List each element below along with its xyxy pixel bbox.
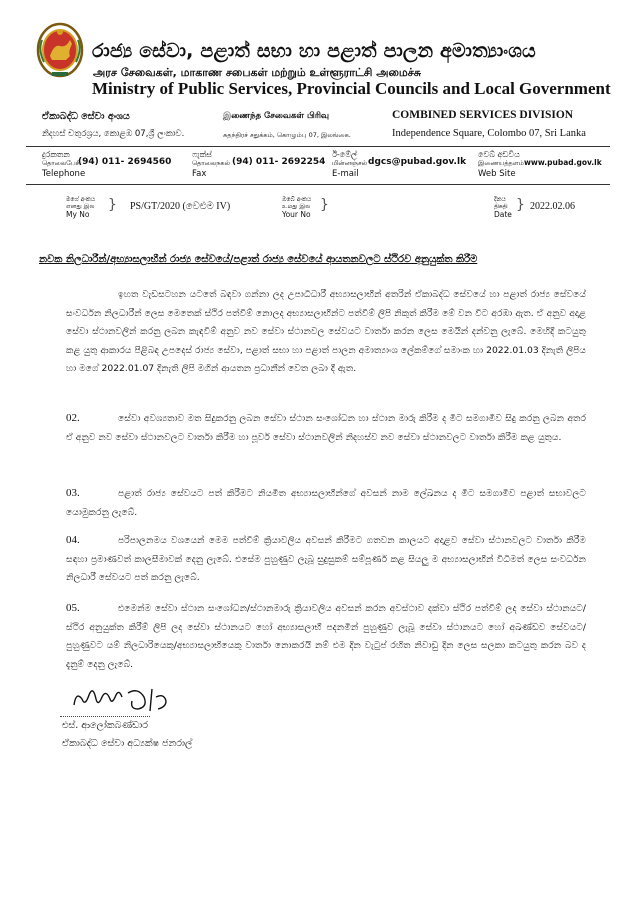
date-bracket: }	[516, 197, 525, 213]
telephone-value: (94) 011- 2694560	[78, 157, 172, 167]
my-no-label-english: My No	[66, 210, 90, 219]
your-no-label-english: Your No	[282, 210, 311, 219]
email-label-english: E-mail	[332, 169, 359, 179]
government-emblem-icon	[36, 20, 84, 82]
fax-value: (94) 011- 2692254	[232, 157, 326, 167]
telephone-label-tamil: தொலைபேசி	[42, 159, 81, 167]
paragraph-2-number: 02.	[66, 412, 80, 424]
address-english: Independence Square, Colombo 07, Sri Lanka	[392, 128, 586, 139]
email-value: dgcs@pubad.gov.lk	[368, 157, 467, 167]
paragraph-3-number: 03.	[66, 487, 80, 499]
email-label-sinhala: ඊ-මේල්	[332, 150, 358, 159]
ministry-name-english: Ministry of Public Services, Provincial Councils and Local Government	[92, 79, 611, 98]
fax-label-sinhala: ෆැක්ස්	[192, 150, 212, 159]
paragraph-2: සේවා අවශ්‍යතාව මත සිදුකරනු ලබන සේවා ස්ථාන සංශෝධන හා ස්ථාන මාරු කිරීම ද මීට සමගාමීව සිදු කරනු ලබන අතර ඒ අනුව නව සේවා ස්ථානවලට වාර්තා කිරීම හා පූර්ව සේවා ස්ථානවලින් නිදහස්ව නව සේවා ස්ථානවලට වාර්තා කිරීම කළ යුතුය.	[66, 413, 586, 443]
address-sinhala: නිදහස් චතුරශ්‍රය, කොළඹ 07,ශ්‍රී ලංකාව.	[42, 129, 185, 139]
website-label-sinhala: වෙබ් අඩවිය	[478, 150, 520, 159]
signatory-title: ඒකාබද්ධ සේවා අධ්‍යක්ෂ ජනරාල්	[62, 738, 193, 749]
handwritten-signature	[70, 683, 180, 717]
ministry-name-tamil: அரச சேவைகள், மாகாண சபைகள் மற்றும் உள்ளூராட்சி அமைச்சு	[93, 66, 421, 79]
date-value: 2022.02.06	[530, 201, 575, 212]
telephone-label-english: Telephone	[42, 169, 86, 179]
date-label-tamil: திகதி	[494, 203, 508, 210]
signature-line	[60, 716, 150, 717]
your-no-label-sinhala: ඔබේ අංකය	[282, 196, 312, 203]
website-label-english: Web Site	[478, 169, 516, 179]
date-label-sinhala: දිනය	[494, 196, 506, 203]
division-tamil: இணைந்த சேவைகள் பிரிவு	[223, 111, 330, 121]
address-tamil: சுதந்திரச் சதுக்கம், கொழும்பு 07, இலங்கை.	[223, 131, 351, 139]
your-no-label-tamil: உமது இல	[282, 203, 311, 210]
division-english: COMBINED SERVICES DIVISION	[392, 109, 574, 121]
website-label-tamil: இணையத்தளம்	[478, 159, 524, 167]
date-label-english: Date	[494, 210, 512, 219]
contacts-divider	[26, 184, 610, 185]
paragraph-5-number: 05.	[66, 602, 80, 614]
header-divider	[26, 146, 610, 147]
your-no-bracket: }	[320, 197, 329, 213]
my-no-label-sinhala: මගේ අංකය	[66, 196, 96, 203]
division-sinhala: ඒකාබද්ධ සේවා අංශය	[42, 111, 130, 122]
ministry-name-sinhala: රාජ්‍ය සේවා, පළාත් සභා හා පළාත් පාලන අමාත්‍යාංශය	[92, 40, 536, 62]
fax-label-tamil: தொலைநகல்	[192, 159, 230, 167]
paragraph-4-number: 04.	[66, 534, 80, 546]
my-no-value: PS/GT/2020 (වෙළුම IV)	[130, 201, 231, 212]
letter-subject: නවක නිලධාරීන්/අභ්‍යාසලාභීන් රාජ්‍ය සේවයේ/පළාත් රාජ්‍ය සේවයේ ආයතනවලට ස්ථිරව අනුයුක්ත කිරීම	[39, 254, 478, 265]
paragraph-4: පරිපාලනමය වශයෙන් මෙම පත්වීම් ක්‍රියාවලිය අවසන් කිරීමට ගතවන කාලයට අදාළව සේවා ස්ථානවලට වාර්තා කිරීම සඳහා ප්‍රමාණවත් කාලසීමාවක් දෙනු ලැබේ. එසේම පුහුණුව ලැබූ සුදුසුකම් සම්පූර්ණ කළ සියලු ම අභ්‍යාසලාභීන් විධිමත් ලෙස සංවර්ධන නිලධාරී සේවයට පත් කරනු ලැබේ.	[66, 535, 586, 583]
signatory-name: එස්. ආලෝකබණ්ඩාර	[62, 720, 148, 731]
fax-label-english: Fax	[192, 169, 207, 179]
paragraph-3: පළාත් රාජ්‍ය සේවයට පත් කිරීමට නියමිත අභ්‍යාසලාභීන්ගේ අවසන් නාම ලේඛනය ද මීට සමගාමීව පළාත් සභාවලට යොමුකරනු ලැබේ.	[66, 488, 586, 518]
my-no-label-tamil: எனது இல	[66, 203, 95, 210]
telephone-label-sinhala: දුරකතන	[42, 150, 70, 159]
website-value: www.pubad.gov.lk	[524, 158, 602, 167]
paragraph-5: එමෙන්ම සේවා ස්ථාන සංශෝධන/ස්ථානමාරු ක්‍රියාවලිය අවසන් කරන අවස්ථාව දක්වා ස්ථිර පත්වීම් ලද සේවා ස්ථානයට/ස්ථිර අනුයුක්ත කිරීම් ලිපි ලද සේවා ස්ථානයට හෝ අභ්‍යාසලාභී පදනමින් පුහුණුව ලැබූ සේවා ස්ථානයට හෝ අඛණ්ඩව සේවයට/පුහුණුවට යම් නිලධාරියෙකු/අභ්‍යාසලාභියෙකු වාර්තා නොකරයි නම් එම දින වැටුප් රහිත නිවාඩු දින ලෙස සලකා කටයුතු කරන බව ද දැනුම් දෙනු ලැබේ.	[66, 603, 586, 670]
email-label-tamil: மின்னஞ்சல்	[332, 159, 367, 167]
paragraph-1: ඉහත වැඩසටහන යටතේ බඳවා ගන්නා ලද උපාධිධාරී අභ්‍යාසලාභීන් අතරින් ඒකාබද්ධ සේවයේ හා පළාත් රාජ්‍ය සේවයේ සංවර්ධන නිලධාරීන් ලෙස මෙතෙක් ස්ථිර පත්වීම් නොලද අභ්‍යාසලාභීන්ට පත්වීම් ලිපි නිකුත් කිරීම මේ වන විට අරඹා ඇත. ඒ අනුව අදාළ සේවා ස්ථානවලින් කරනු ලබන කැඳවීම් අනුව නව සේවා ස්ථානවල සේවයට වාර්තා කරන ලෙස මෙයින් දන්වනු ලැබේ. මෙහිදී කටයුතු කළ යුතු ආකාරය පිළිබඳ උපදෙස් රාජ්‍ය සේවා, පළාත් සභා හා පළාත් පාලන අමාත්‍යාංශ ලේකම්ගේ සමාංක හා 2022.01.03 දිනැති ලිපිය හා මගේ 2022.01.07 දිනැති ලිපි මගින් ආයතන ප්‍රධානීන් වෙත ලබා දී ඇත.	[66, 289, 586, 374]
my-no-bracket: }	[108, 197, 117, 213]
